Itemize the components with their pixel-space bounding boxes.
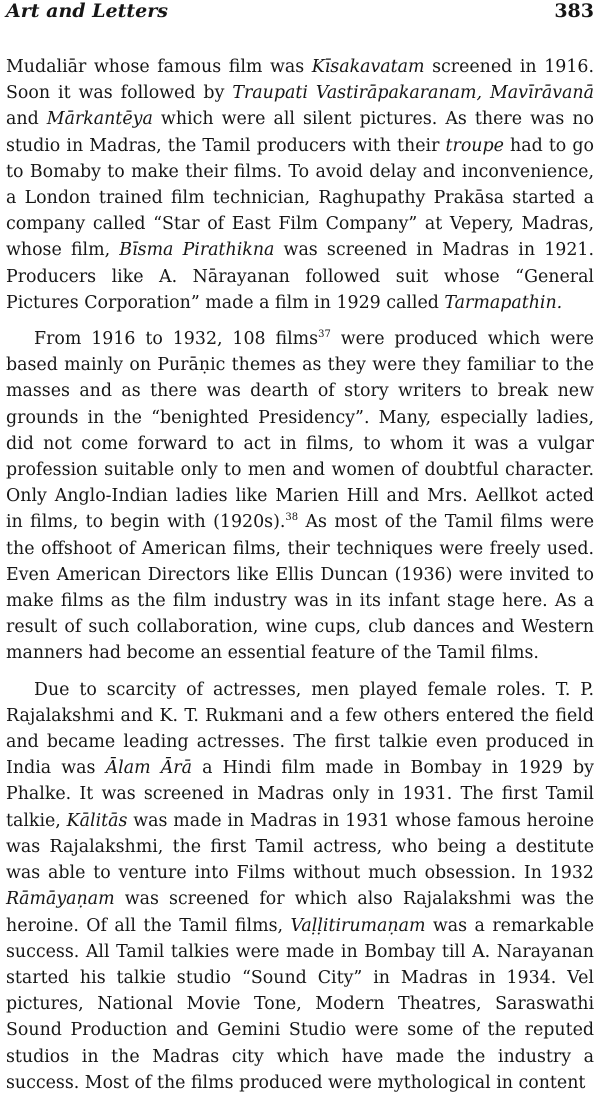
italic-text: Vaḷḷitirumaṇam [290,915,426,936]
text-run: and [6,109,47,130]
italic-text: Traupati Vastirāpakaranam, Mavīrāvanā [232,83,594,104]
text-run: had to go to Bomaby to make their films. To avoid delay and inconvenience, a London trained film technician, Raghupathy Prakāsa started a company called “Star of East Film Company” at Vepery, Madras, whose film, [6,135,594,261]
text-run: Due to scarcity of actresses, men played female roles. T. P. Rajalakshmi and K. T. Rukmani and a few others entered the field and became leading actresses. The first talkie even produced in India was [6,679,594,779]
italic-text: Bīsma Pirathikna [119,240,275,261]
text-run: was screened for which also Rajalakshmi was the heroine. Of all the Tamil films, [6,889,594,936]
text-run: screened in 1916. Soon it was followed by [6,57,594,104]
paragraph [6,54,594,316]
italic-text: Kīsakavatam [311,57,425,77]
text-run: As most of the Tamil films were the offshoot of American films, their techniques were freely used. Even American Directors like Ellis Duncan (1936) were invited to make films as the film industry was in its infant stage here. As a result of such collaboration, wine cups, club dances and Western manners had become an essential feature of the Tamil films. [6,512,595,664]
text-run: a Hindi film made in Bombay in 1929 by Phalke. It was screened in Madras only in 1931. The first Tamil talkie, [6,758,595,831]
italic-text: Kālitās [66,810,128,831]
text-run: was a remarkable success. All Tamil talkies were made in Bombay till A. Narayanan started his talkie studio “Sound City” in Madras in 1934. Vel pictures, National Movie Tone, Modern Theatres, Saraswathi Sound Production and Gemini Studio were some of the reputed studios in the Madras city which have made the industry a success. Most of the films produced were mythological in content [6,915,594,1093]
italic-text: troupe [445,135,504,156]
paragraph [6,677,594,1096]
italic-text: Rāmāyaṇam [6,889,115,910]
chapter-title: Art and Letters [6,0,168,22]
footnote-ref: 38 [285,512,299,524]
page-number: 383 [554,0,594,22]
text-run: Mudaliār whose famous film was [6,57,312,77]
italic-text: Tarmapathin. [444,292,563,313]
text-run: was made in Madras in 1931 whose famous heroine was Rajalakshmi, the first Tamil actress, who being a destitute was able to venture into Films without much obsession. In 1932 [6,810,594,884]
text-run: were produced which were based mainly on Purāṇic themes as they were they familiar to the masses and as there was dearth of story writers to break new grounds in the “benighted Presidency”. Many, especially ladies, did not come forward to act in films, to whom it was a vulgar profession suitable only to men and women of doubtful character. Only Anglo-Indian ladies like Marien Hill and Mrs. Aellkot acted in films, to begin with (1920s). [6,329,594,533]
paragraph [6,326,594,667]
body-text [6,54,594,1096]
footnote-ref: 37 [318,329,331,341]
italic-text: Mārkantēya [46,109,153,130]
italic-text: Ālam Ārā [105,758,192,779]
text-run: From 1916 to 1932, 108 films [34,329,319,350]
text-run: which were all silent pictures. As there was no studio in Madras, the Tamil producers with their [6,109,594,156]
text-run: was screened in Madras in 1921. Producers like A. Nārayanan followed suit whose “General Pictures Corporation” made a film in 1929 called [6,240,594,313]
running-header [6,0,594,26]
